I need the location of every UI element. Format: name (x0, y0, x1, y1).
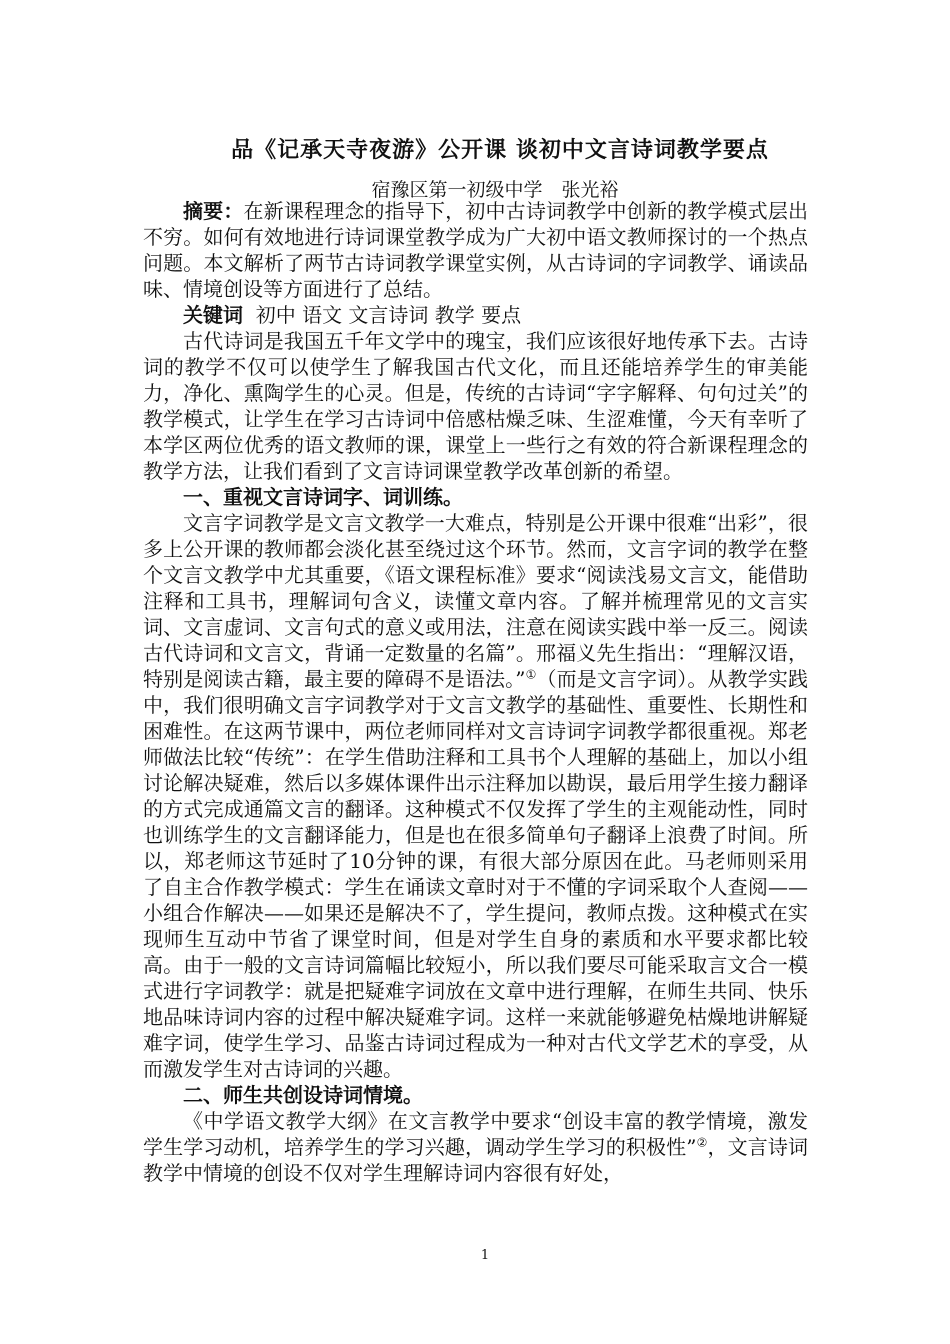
keywords-text: 初中 语文 文言诗词 教学 要点 (255, 303, 522, 327)
section-2-text-b: ，文言诗词教学中情境的创设不仅对学生理解诗词内容很有好处， (143, 1135, 809, 1185)
footnote-1-marker: ① (525, 667, 537, 682)
keywords-paragraph (143, 302, 808, 328)
section-2-paragraph (143, 1108, 808, 1186)
section-2-heading: 二、师生共创设诗词情境。 (183, 1083, 423, 1107)
page-number: 1 (480, 1248, 490, 1263)
section-1-text-a: 文言字词教学是文言文教学一大难点，特别是公开课中很难“出彩”，很多上公开课的教师都会淡化甚至绕过这个环节。然而，文言字词的教学在整个文言文教学中尤其重要，《语文课程标准》要求“阅读浅易文言文，能借助注释和工具书，理解词句含义，读懂文章内容。了解并梳理常见的文言实词、文言虚词、文言句式的意义或用法，注意在阅读实践中举一反三。阅读古代诗词和文言文，背诵一定数量的名篇”。邢福义先生指出：“理解汉语，特别是阅读古籍，最主要的障碍不是语法。” (143, 511, 808, 691)
abstract-paragraph (143, 198, 808, 302)
page-title: 品《记承天寺夜游》公开课 谈初中文言诗词教学要点 (231, 138, 769, 163)
document-body (143, 198, 808, 1186)
footnote-2-marker: ② (696, 1135, 708, 1150)
section-1-paragraph (143, 510, 808, 1082)
section-1-text-b: （而是文言字词）。从教学实践中，我们很明确文言字词教学对于文言文教学的基础性、重要性、长期性和困难性。在这两节课中，两位老师同样对文言诗词字词教学都很重视。郑老师做法比较“传统”：在学生借助注释和工具书个人理解的基础上，加以小组讨论解决疑难，然后以多媒体课件出示注释加以勘误，最后用学生接力翻译的方式完成通篇文言的翻译。这种模式不仅发挥了学生的主观能动性，同时也训练学生的文言翻译能力，但是也在很多简单句子翻译上浪费了时间。所以，郑老师这节延时了10分钟的课，有很大部分原因在此。马老师则采用了自主合作教学模式：学生在诵读文章时对于不懂的字词采取个人查阅——小组合作解决——如果还是解决不了，学生提问，教师点拨。这种模式在实现师生互动中节省了课堂时间，但是对学生自身的素质和水平要求都比较高。由于一般的文言诗词篇幅比较短小，所以我们要尽可能采取言文合一模式进行字词教学：就是把疑难字词放在文章中进行理解，在师生共同、快乐地品味诗词内容的过程中解决疑难字词。这样一来就能够避免枯燥地讲解疑难字词，使学生学习、品鉴古诗词过程成为一种对古代文学艺术的享受，从而激发学生对古诗词的兴趣。 (143, 667, 808, 1081)
intro-paragraph: 古代诗词是我国五千年文学中的瑰宝，我们应该很好地传承下去。古诗词的教学不仅可以使学生了解我国古代文化，而且还能培养学生的审美能力，净化、熏陶学生的心灵。但是，传统的古诗词“字字解释、句句过关”的教学模式，让学生在学习古诗词中倍感枯燥乏味、生涩难懂，今天有幸听了本学区两位优秀的语文教师的课，课堂上一些行之有效的符合新课程理念的教学方法，让我们看到了文言诗词课堂教学改革创新的希望。 (143, 329, 808, 483)
author-line: 宿豫区第一初级中学 张光裕 (371, 179, 619, 201)
section-1-heading: 一、重视文言诗词字、词训练。 (183, 485, 463, 509)
keywords-label: 关键词 (183, 303, 243, 327)
abstract-label: 摘要： (183, 199, 244, 223)
section-2-text-a: 《中学语文教学大纲》在文言教学中要求“创设丰富的教学情境，激发学生学习动机，培养学生的学习兴趣，调动学生学习的积极性” (143, 1109, 808, 1159)
abstract-text: 在新课程理念的指导下，初中古诗词教学中创新的教学模式层出不穷。如何有效地进行诗词课堂教学成为广大初中语文教师探讨的一个热点问题。本文解析了两节古诗词教学课堂实例，从古诗词的字词教学、诵读品味、情境创设等方面进行了总结。 (143, 199, 808, 301)
